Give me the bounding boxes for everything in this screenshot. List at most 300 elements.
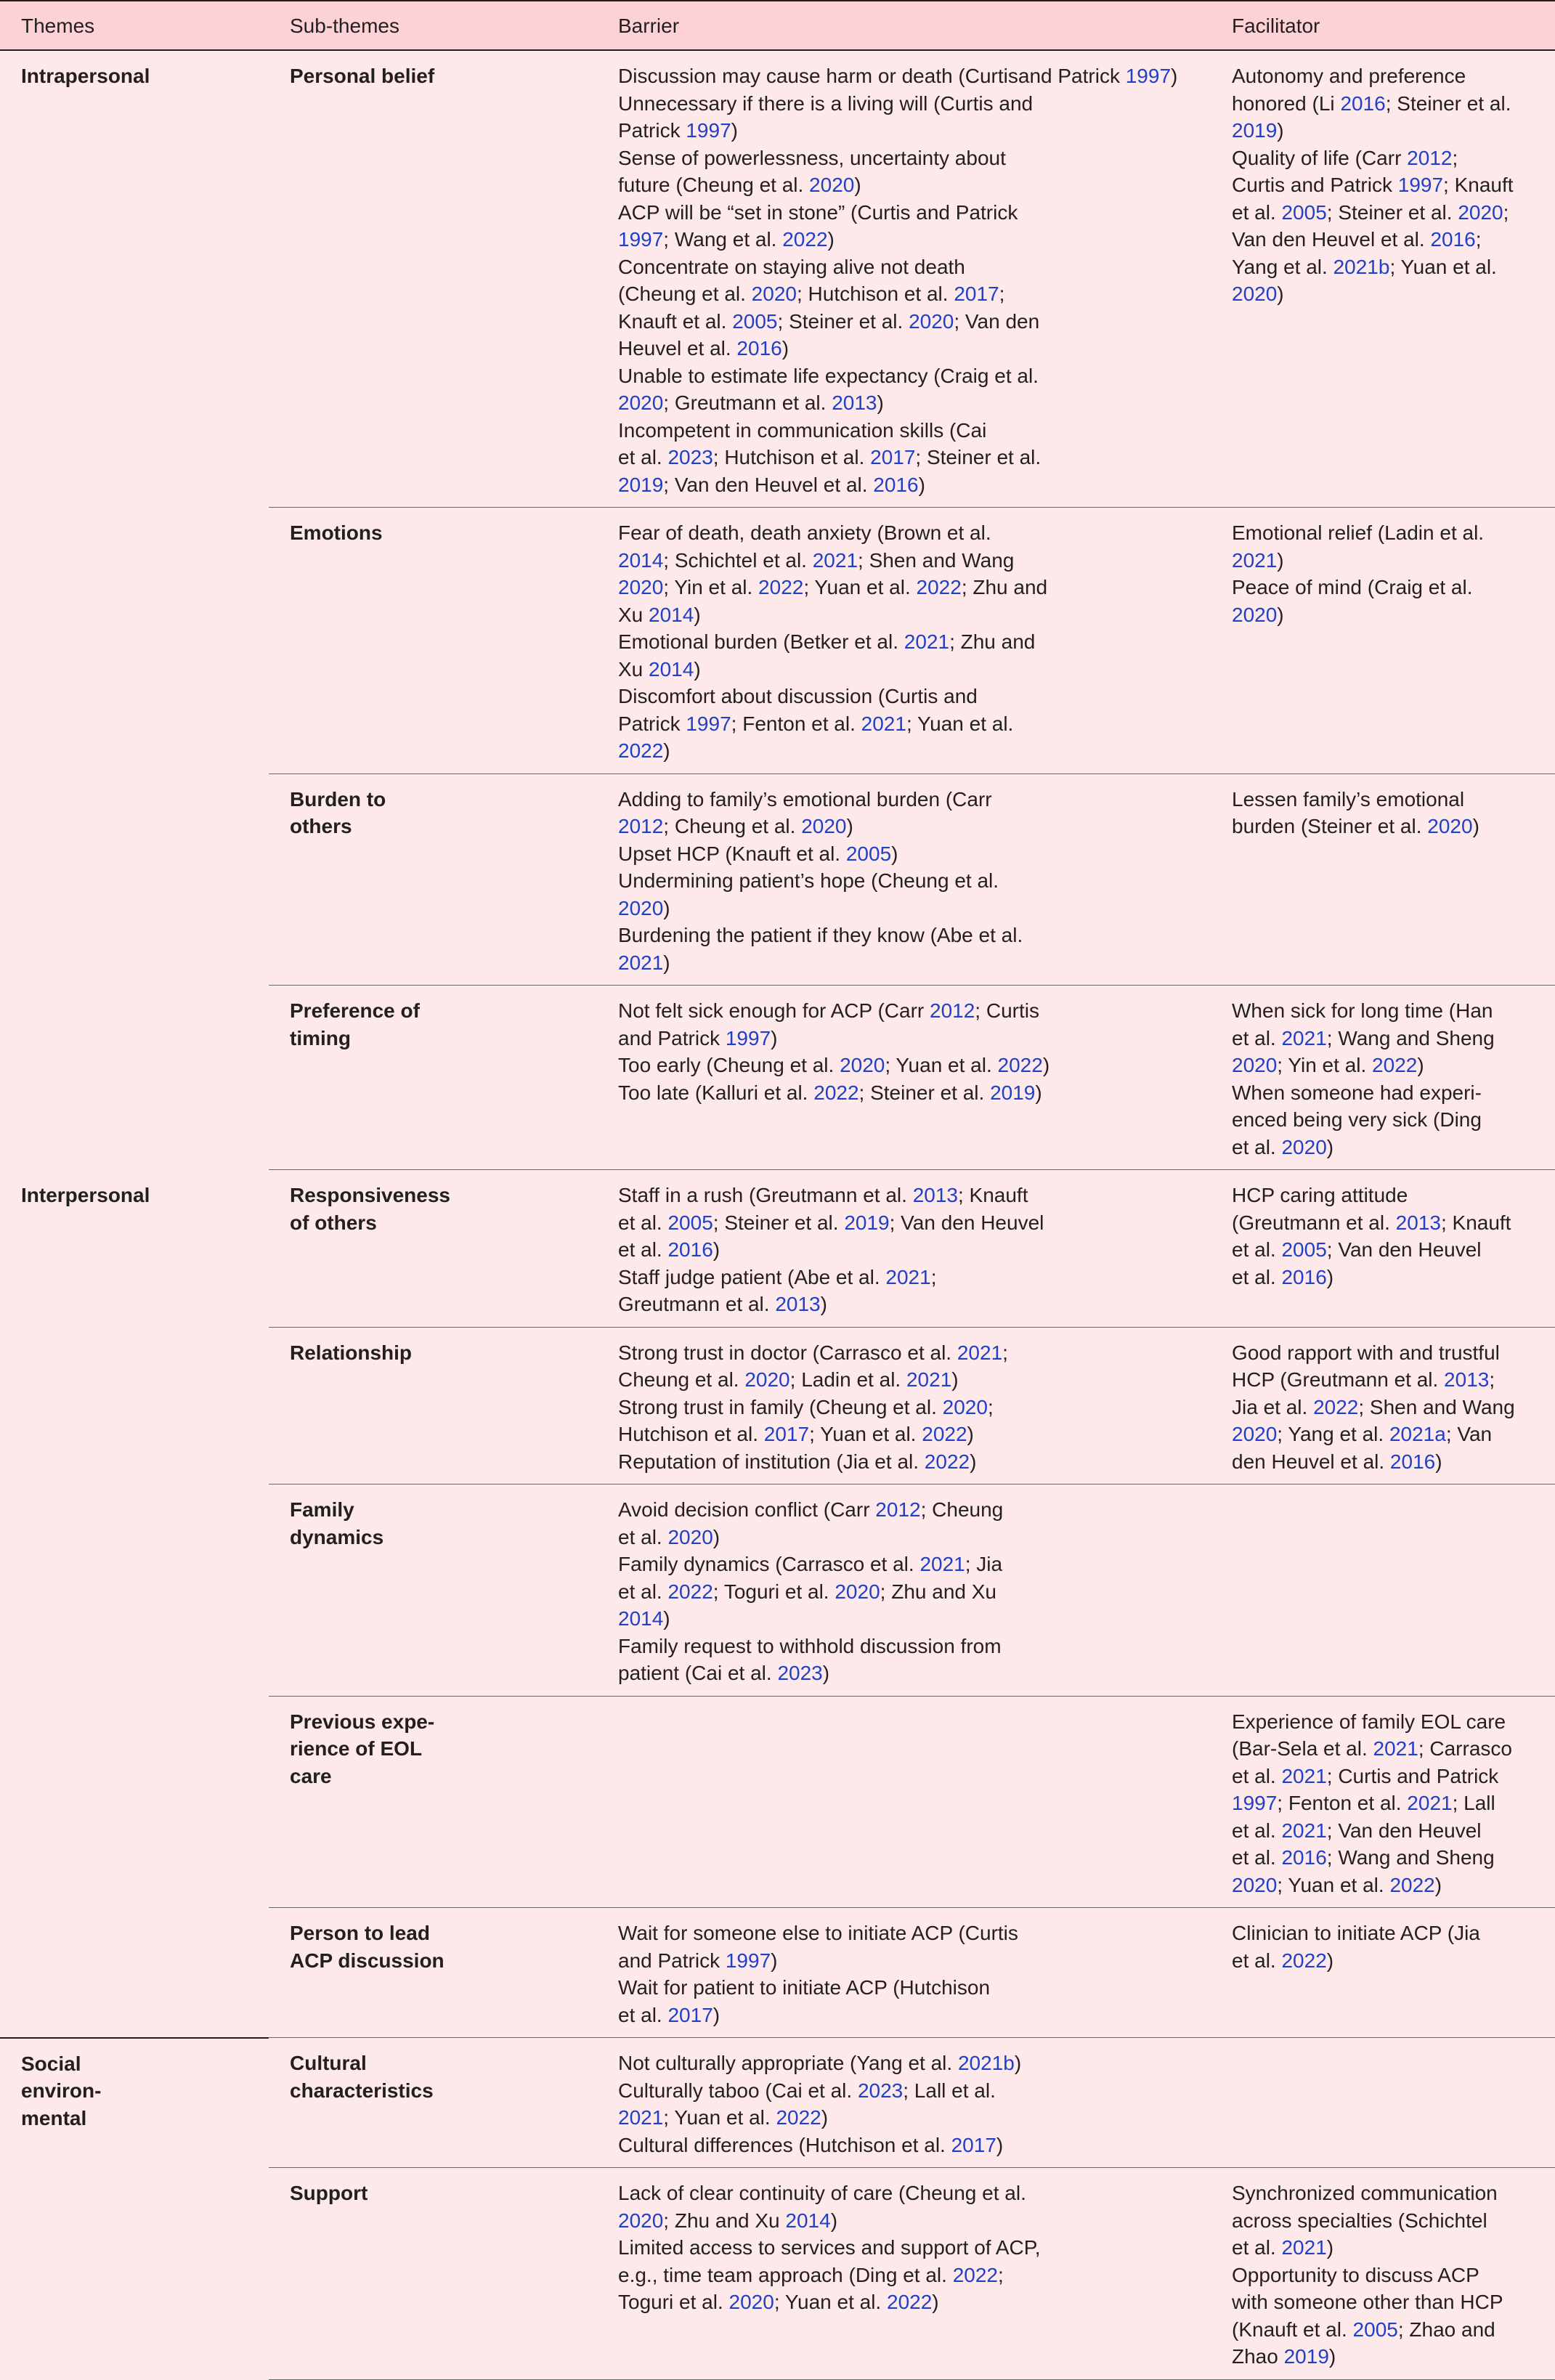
citation-year-link[interactable]: 2016: [1389, 1450, 1436, 1473]
citation-year-link[interactable]: 2022: [813, 1081, 859, 1104]
citation-year-link[interactable]: 2014: [649, 657, 694, 681]
citation-year-link[interactable]: 2021b: [1333, 255, 1390, 278]
citation-year-link[interactable]: 2012: [618, 815, 664, 837]
cell-line: [618, 2207, 1189, 2235]
citation-year-link[interactable]: 2022: [1313, 1395, 1359, 1418]
cell-text: future (Cheung et al.: [618, 174, 810, 196]
citation-year-link[interactable]: 2020: [1232, 1423, 1278, 1445]
citation-year-link[interactable]: 2005: [1281, 1238, 1327, 1261]
cell-text: et al.: [618, 1525, 668, 1548]
cell-line: [618, 1394, 1189, 1421]
cell-line: [1232, 90, 1545, 118]
cell-text: ;: [997, 2263, 1004, 2286]
citation-year-link[interactable]: 2021: [885, 1265, 931, 1288]
citation-year-link[interactable]: 2016: [736, 337, 782, 360]
cell-line: [618, 253, 1189, 281]
cell-text: ; Wang and Sheng: [1326, 1846, 1495, 1869]
cell-text: (Greutmann et al.: [1232, 1211, 1396, 1234]
cell-line: [618, 895, 1189, 922]
barrier-cell: [597, 1327, 1211, 1485]
citation-year-link[interactable]: 2022: [916, 576, 962, 598]
cell-text: ; Knauft: [1440, 1211, 1511, 1234]
citation-year-link[interactable]: 2020: [618, 391, 664, 414]
cell-text: Sense of powerlessness, uncertainty about: [618, 146, 1006, 169]
cell-text: Experience of family EOL care: [1232, 1710, 1506, 1733]
cell-text: et al.: [1232, 1238, 1282, 1261]
cell-line: [618, 1633, 1189, 1660]
cell-line: [618, 601, 1189, 629]
subtheme-label: Family: [290, 1498, 354, 1521]
citation-year-link[interactable]: 2016: [1281, 1846, 1327, 1869]
citation-year-link[interactable]: 2020: [618, 576, 664, 598]
citation-year-link[interactable]: 2020: [840, 1054, 885, 1076]
cell-text: ; Steiner et al.: [712, 1211, 845, 1234]
cell-line: [618, 389, 1189, 417]
cell-text: Wait for someone else to initiate ACP (Curtis: [618, 1922, 1018, 1944]
cell-text: den Heuvel et al.: [1232, 1450, 1390, 1473]
citation-year-link[interactable]: 2021b: [957, 2052, 1015, 2074]
cell-line: [618, 1339, 1189, 1367]
citation-year-link[interactable]: 2021: [861, 712, 906, 735]
cell-text: et al.: [1232, 1819, 1282, 1842]
cell-text: and Patrick: [618, 1949, 726, 1972]
citation-year-link[interactable]: 2020: [835, 1580, 880, 1603]
cell-text: et al.: [618, 446, 668, 468]
citation-year-link[interactable]: 2022: [1389, 1873, 1435, 1896]
cell-text: ; Fenton et al.: [1277, 1792, 1408, 1814]
cell-text: Good rapport with and trustful: [1232, 1341, 1500, 1364]
cell-text: ; Schichtel et al.: [663, 548, 813, 572]
cell-text: ; Yuan et al.: [803, 576, 917, 598]
facilitator-cell: [1211, 1908, 1555, 2038]
cell-text: Van den Heuvel et al.: [1232, 228, 1431, 251]
citation-year-link[interactable]: 2019: [618, 473, 664, 496]
subtheme-cell: [269, 1170, 597, 1328]
citation-year-link[interactable]: 2005: [1352, 2318, 1398, 2341]
cell-text: ; Cheung: [920, 1498, 1004, 1521]
cell-text: Staff in a rush (Greutmann et al.: [618, 1184, 913, 1206]
citation-year-link[interactable]: 2020: [1458, 200, 1503, 224]
cell-line: [618, 737, 1189, 765]
header-facilitator: Facilitator: [1211, 1, 1555, 50]
cell-line: [618, 2262, 1189, 2289]
cell-text: ; Steiner et al.: [858, 1081, 991, 1104]
cell-line: [618, 1974, 1189, 2002]
citation-year-link[interactable]: 1997: [686, 712, 731, 735]
citation-year-link[interactable]: 2023: [777, 1662, 823, 1684]
cell-line: [618, 2077, 1189, 2105]
citation-year-link[interactable]: 2021: [1281, 1026, 1327, 1049]
cell-text: Autonomy and preference: [1232, 65, 1466, 87]
facilitator-cell: [1211, 1485, 1555, 1697]
citation-year-link[interactable]: 2020: [1281, 1135, 1327, 1158]
citation-year-link[interactable]: 2013: [832, 391, 877, 414]
cell-line: [1232, 253, 1545, 281]
citation-year-link[interactable]: 2005: [732, 309, 778, 333]
citation-year-link[interactable]: 1997: [1232, 1792, 1278, 1814]
cell-line: [618, 1947, 1189, 1975]
citation-year-link[interactable]: 2021: [1281, 1764, 1327, 1787]
cell-text: ): [1435, 1450, 1442, 1473]
table-row: [0, 1170, 1555, 1328]
cell-text: Strong trust in doctor (Carrasco et al.: [618, 1341, 957, 1364]
cell-text: ): [731, 119, 738, 142]
theme-label-line: environ-: [21, 2079, 102, 2102]
citation-year-link[interactable]: 2005: [1281, 200, 1327, 224]
citation-year-link[interactable]: 2016: [873, 473, 919, 496]
cell-line: [618, 1052, 1189, 1079]
citation-year-link[interactable]: 2021: [904, 630, 950, 653]
cell-line: [1232, 786, 1545, 813]
citation-year-link[interactable]: 2021: [1281, 2236, 1327, 2259]
cell-text: ; Yuan et al.: [809, 1423, 922, 1445]
theme-label: Intrapersonal: [21, 65, 150, 87]
cell-line: [1232, 813, 1545, 840]
citation-year-link[interactable]: 1997: [686, 119, 731, 142]
facilitator-cell: [1211, 1696, 1555, 1908]
citation-year-link[interactable]: 2020: [744, 1368, 790, 1391]
citation-year-link[interactable]: 1997: [725, 1026, 771, 1049]
citation-year-link[interactable]: 2021: [618, 2106, 664, 2129]
cell-line: [618, 1182, 1189, 1209]
citation-year-link[interactable]: 2016: [667, 1238, 713, 1261]
cell-text: burden (Steiner et al.: [1232, 815, 1428, 837]
cell-text: ): [932, 2291, 939, 2313]
subtheme-cell: [269, 773, 597, 986]
cell-line: [618, 1524, 1189, 1551]
cell-line: [618, 1209, 1189, 1237]
cell-line: [618, 2104, 1189, 2132]
cell-text: et al.: [618, 2003, 668, 2026]
cell-text: Jia et al.: [1232, 1395, 1314, 1418]
cell-line: [1232, 1079, 1545, 1107]
cell-text: et al.: [618, 1580, 668, 1603]
citation-year-link[interactable]: 2022: [887, 2291, 933, 2313]
cell-text: ; Steiner et al.: [915, 446, 1042, 468]
cell-line: [618, 1920, 1189, 1947]
citation-year-link[interactable]: 2005: [845, 842, 892, 865]
cell-text: ; Zhu and: [961, 576, 1048, 598]
cell-text: ; Van den Heuvel: [1326, 1238, 1482, 1261]
cell-text: ): [1326, 1265, 1334, 1288]
cell-text: ): [712, 1525, 720, 1548]
cell-text: Greutmann et al.: [618, 1293, 776, 1315]
subtheme-cell: [269, 2038, 597, 2168]
cell-text: (Bar-Sela et al.: [1232, 1737, 1373, 1760]
cell-text: ; Steiner et al.: [777, 309, 909, 333]
citation-year-link[interactable]: 2017: [951, 2133, 996, 2156]
cell-text: ): [694, 657, 701, 681]
citation-year-link[interactable]: 2021: [1373, 1737, 1418, 1760]
subtheme-label: Burden to: [290, 787, 386, 811]
subtheme-label: characteristics: [290, 2079, 434, 2102]
cell-text: et al.: [1232, 1265, 1282, 1288]
cell-line: [618, 628, 1189, 656]
citation-year-link[interactable]: 2017: [954, 283, 999, 305]
barrier-cell: [597, 986, 1211, 1170]
citation-year-link[interactable]: 2022: [618, 739, 664, 762]
citation-year-link[interactable]: 2020: [751, 283, 797, 305]
cell-text: Cultural differences (Hutchison et al.: [618, 2133, 951, 2156]
cell-text: Family dynamics (Carrasco et al.: [618, 1553, 920, 1575]
cell-line: [618, 2234, 1189, 2262]
cell-line: [618, 1578, 1189, 1606]
citation-year-link[interactable]: 2022: [758, 576, 804, 598]
cell-text: ; Yuan et al.: [885, 1054, 998, 1076]
citation-year-link[interactable]: 2012: [875, 1498, 921, 1521]
citation-year-link[interactable]: 2017: [667, 2003, 713, 2026]
citation-year-link[interactable]: 2022: [997, 1054, 1043, 1076]
cell-line: [1232, 997, 1545, 1025]
citation-year-link[interactable]: 2022: [922, 1423, 967, 1445]
cell-text: Family request to withhold discussion from: [618, 1634, 1002, 1657]
cell-text: ): [918, 473, 925, 496]
cell-text: and Patrick: [618, 1026, 726, 1049]
cell-text: Zhao: [1232, 2345, 1284, 2368]
subtheme-cell: [269, 2168, 597, 2380]
cell-text: ): [1014, 2052, 1022, 2074]
barrier-cell: [597, 508, 1211, 774]
subtheme-label: dynamics: [290, 1525, 384, 1548]
cell-line: [618, 1025, 1189, 1052]
citation-year-link[interactable]: 1997: [725, 1949, 771, 1972]
facilitator-cell: [1211, 1327, 1555, 1485]
cell-line: [618, 2050, 1189, 2077]
citation-year-link[interactable]: 2021a: [1389, 1423, 1446, 1445]
cell-line: [1232, 226, 1545, 253]
citation-year-link[interactable]: 2022: [952, 2263, 998, 2286]
subtheme-label: care: [290, 1764, 332, 1787]
citation-year-link[interactable]: 1997: [1125, 65, 1172, 87]
citation-year-link[interactable]: 2014: [618, 1607, 664, 1630]
cell-line: [1232, 2343, 1545, 2371]
cell-text: Xu: [618, 603, 649, 626]
facilitator-cell: [1211, 773, 1555, 986]
citation-year-link[interactable]: 2017: [763, 1423, 810, 1445]
table-row: [0, 50, 1555, 508]
citation-year-link[interactable]: 1997: [1397, 174, 1444, 196]
cell-text: ): [1326, 1949, 1334, 1972]
cell-text: Heuvel et al.: [618, 337, 737, 360]
cell-line: [1232, 1872, 1545, 1899]
cell-text: ): [1326, 1135, 1334, 1158]
citation-year-link[interactable]: 2020: [1232, 1873, 1278, 1896]
citation-year-link[interactable]: 2020: [809, 174, 855, 196]
citation-year-link[interactable]: 2021: [906, 1368, 952, 1391]
cell-text: ): [1434, 1873, 1442, 1896]
citation-year-link[interactable]: 2005: [667, 1211, 713, 1234]
cell-text: Strong trust in family (Cheung et al.: [618, 1395, 943, 1418]
cell-line: [618, 997, 1189, 1025]
citation-year-link[interactable]: 2022: [776, 2106, 821, 2129]
cell-line: [1232, 2180, 1545, 2207]
cell-text: ): [1277, 603, 1284, 626]
citation-year-link[interactable]: 2013: [1395, 1211, 1441, 1234]
citation-year-link[interactable]: 2022: [782, 228, 828, 251]
cell-text: ;: [1489, 1368, 1495, 1391]
cell-text: et al.: [1232, 200, 1282, 224]
citation-year-link[interactable]: 2017: [870, 446, 916, 468]
cell-line: [1232, 145, 1545, 172]
cell-text: ): [877, 391, 884, 414]
citation-year-link[interactable]: 2021: [618, 951, 664, 974]
citation-year-link[interactable]: 2014: [649, 603, 694, 626]
cell-line: [1232, 1236, 1545, 1264]
cell-text: ): [771, 1026, 778, 1049]
subtheme-label: Relationship: [290, 1341, 413, 1364]
cell-text: Too early (Cheung et al.: [618, 1054, 840, 1076]
citation-year-link[interactable]: 2023: [667, 446, 713, 468]
citation-year-link[interactable]: 2022: [1281, 1949, 1327, 1972]
cell-line: [618, 949, 1189, 977]
citation-year-link[interactable]: 2020: [618, 896, 664, 919]
citation-year-link[interactable]: 2016: [1281, 1265, 1327, 1288]
subtheme-label: rience of EOL: [290, 1737, 423, 1760]
cell-line: [1232, 1844, 1545, 1872]
cell-text: et al.: [1232, 1026, 1282, 1049]
cell-text: ; Yuan et al.: [906, 712, 1014, 735]
cell-text: ; Curtis: [975, 999, 1039, 1022]
barrier-cell: [597, 50, 1211, 508]
citation-year-link[interactable]: 2020: [618, 2209, 664, 2232]
cell-text: Limited access to services and support of ACP,: [618, 2236, 1041, 2259]
cell-text: et al.: [1232, 2236, 1282, 2259]
citation-year-link[interactable]: 2019: [844, 1211, 890, 1234]
citation-year-link[interactable]: 2019: [1283, 2345, 1329, 2368]
facilitator-cell: [1211, 2168, 1555, 2380]
cell-text: ; Fenton et al.: [731, 712, 861, 735]
cell-line: [618, 656, 1189, 683]
cell-line: [1232, 2262, 1545, 2289]
cell-line: [618, 813, 1189, 840]
cell-text: et al.: [618, 1238, 668, 1261]
cell-line: [618, 547, 1189, 574]
cell-text: Too late (Kalluri et al.: [618, 1081, 814, 1104]
subtheme-label: timing: [290, 1026, 351, 1049]
cell-text: ; Lall: [1452, 1792, 1495, 1814]
citation-year-link[interactable]: 2022: [667, 1580, 713, 1603]
cell-line: [618, 1551, 1189, 1578]
subtheme-label: Cultural: [290, 2052, 367, 2074]
cell-text: ; Zhao and: [1397, 2318, 1495, 2341]
cell-text: ;: [999, 283, 1005, 305]
cell-text: Patrick: [618, 119, 686, 142]
cell-text: ; Steiner et al.: [1326, 200, 1458, 224]
citation-year-link[interactable]: 2022: [1372, 1054, 1418, 1076]
cell-text: Staff judge patient (Abe et al.: [618, 1265, 886, 1288]
cell-text: ): [712, 2003, 720, 2026]
cell-text: Toguri et al.: [618, 2291, 729, 2313]
subtheme-label: Previous expe-: [290, 1710, 435, 1733]
cell-line: [1232, 171, 1545, 199]
citation-year-link[interactable]: 2020: [667, 1525, 713, 1548]
cell-text: ; Wang and Sheng: [1326, 1026, 1495, 1049]
cell-line: [618, 710, 1189, 738]
cell-text: Cheung et al.: [618, 1368, 745, 1391]
barrier-cell: [597, 1170, 1211, 1328]
cell-text: Avoid decision conflict (Carr: [618, 1498, 876, 1521]
cell-line: [1232, 519, 1545, 547]
citation-year-link[interactable]: 2020: [1232, 1054, 1278, 1076]
citation-year-link[interactable]: 2020: [1427, 815, 1473, 837]
citation-year-link[interactable]: 2021: [919, 1553, 965, 1575]
cell-text: Emotional relief (Ladin et al.: [1232, 521, 1485, 544]
citation-year-link[interactable]: 2020: [1232, 283, 1278, 305]
citation-year-link[interactable]: 2013: [912, 1184, 958, 1206]
cell-text: Undermining patient’s hope (Cheung et al.: [618, 869, 999, 892]
cell-line: [1232, 2234, 1545, 2262]
cell-text: Quality of life (Carr: [1232, 146, 1408, 169]
cell-text: ): [1171, 65, 1178, 87]
citation-year-link[interactable]: 2019: [990, 1081, 1036, 1104]
cell-text: Burdening the patient if they know (Abe et al.: [618, 924, 1023, 946]
citation-year-link[interactable]: 2023: [857, 2079, 904, 2102]
cell-text: (Knauft et al.: [1232, 2318, 1353, 2341]
citation-year-link[interactable]: 2020: [728, 2291, 774, 2313]
citation-year-link[interactable]: 2020: [942, 1395, 988, 1418]
citation-year-link[interactable]: 2012: [930, 999, 975, 1022]
cell-line: [1232, 2207, 1545, 2235]
cell-line: [618, 1079, 1189, 1107]
cell-line: [618, 444, 1189, 471]
cell-text: ;: [1475, 228, 1482, 251]
cell-line: [1232, 199, 1545, 227]
citation-year-link[interactable]: 2021: [957, 1341, 1003, 1364]
cell-text: ; Toguri et al.: [712, 1580, 835, 1603]
cell-text: HCP caring attitude: [1232, 1184, 1408, 1206]
citation-year-link[interactable]: 2022: [924, 1450, 970, 1473]
citation-year-link[interactable]: 2016: [1340, 92, 1386, 115]
cell-line: [1232, 1448, 1545, 1476]
citation-year-link[interactable]: 2020: [801, 815, 847, 837]
citation-year-link[interactable]: 2019: [1232, 119, 1278, 142]
cell-text: ): [1472, 815, 1479, 837]
cell-text: ): [781, 337, 789, 360]
cell-text: Not culturally appropriate (Yang et al.: [618, 2052, 958, 2074]
citation-year-link[interactable]: 2021: [1232, 548, 1278, 572]
cell-text: ): [970, 1450, 977, 1473]
cell-line: [618, 171, 1189, 199]
citation-year-link[interactable]: 2014: [785, 2209, 831, 2232]
cell-text: Knauft et al.: [618, 309, 733, 333]
barrier-cell: [597, 773, 1211, 986]
citation-year-link[interactable]: 2013: [1444, 1368, 1490, 1391]
cell-text: ; Van den Heuvel: [1326, 1819, 1482, 1842]
cell-text: When someone had experi-: [1232, 1081, 1482, 1104]
citation-year-link[interactable]: 2020: [909, 309, 954, 333]
citation-year-link[interactable]: 2016: [1430, 228, 1476, 251]
cell-text: ; Knauft: [1443, 174, 1514, 196]
cell-text: When sick for long time (Han: [1232, 999, 1493, 1022]
theme-label: Interpersonal: [21, 1183, 150, 1206]
citation-year-link[interactable]: 1997: [618, 228, 664, 251]
cell-text: ; Van den: [954, 309, 1040, 333]
cell-text: ): [1277, 119, 1284, 142]
cell-text: Discomfort about discussion (Curtis and: [618, 685, 978, 707]
citation-year-link[interactable]: 2014: [618, 548, 664, 572]
theme-cell: [0, 1908, 269, 2038]
citation-year-link[interactable]: 2020: [1232, 603, 1278, 626]
theme-label-line: mental: [21, 2106, 87, 2129]
citation-year-link[interactable]: 2021: [1407, 1792, 1453, 1814]
cell-line: [618, 417, 1189, 444]
citation-year-link[interactable]: 2013: [775, 1293, 821, 1315]
citation-year-link[interactable]: 2021: [812, 548, 858, 572]
cell-text: ; Yuan et al.: [1389, 255, 1497, 278]
citation-year-link[interactable]: 2012: [1407, 146, 1453, 169]
subtheme-label: others: [290, 815, 352, 837]
citation-year-link[interactable]: 2021: [1281, 1819, 1327, 1842]
